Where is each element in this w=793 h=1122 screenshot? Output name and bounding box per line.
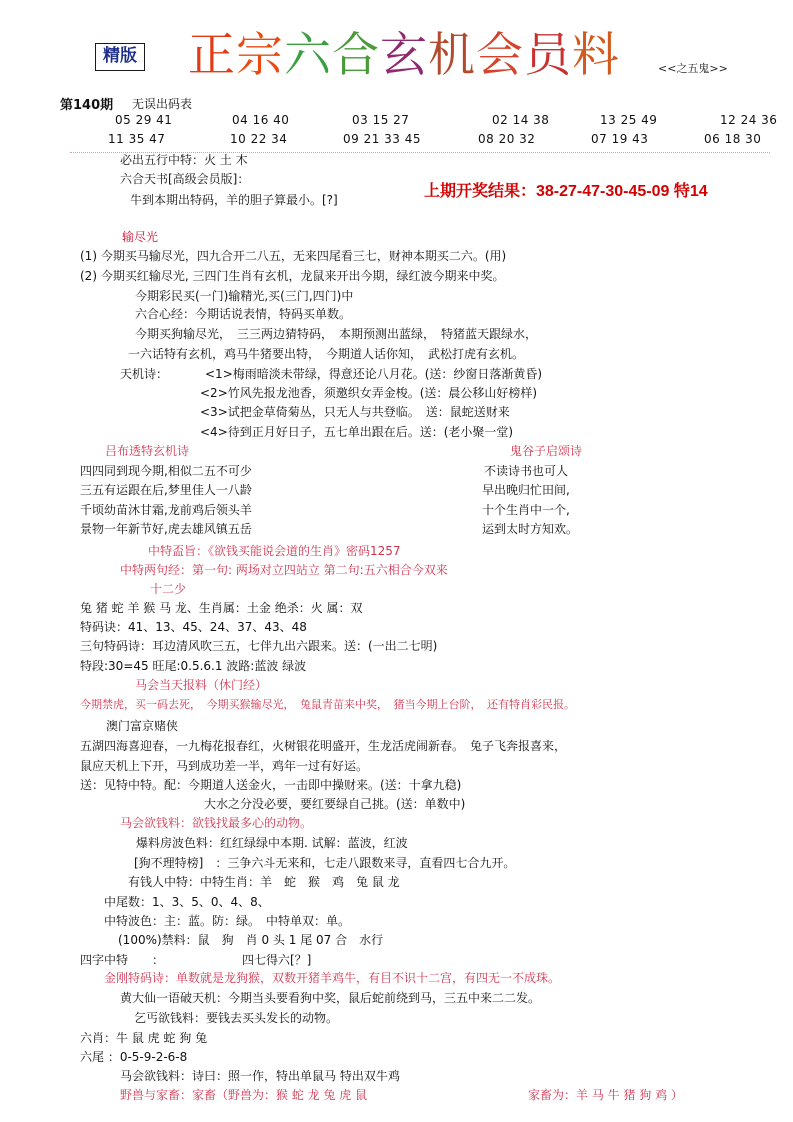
title-char: 会 — [476, 28, 524, 83]
number-group: 11 35 47 — [108, 132, 166, 146]
text-line: 今期买狗输尽光， 三三两边猜特码， 本期预测出蓝绿， 特猪蓝天跟绿水， — [135, 327, 538, 341]
text-line: 一六话特有玄机，鸡马牛猪要出特， 今期道人话你知， 武松打虎有玄机。 — [128, 347, 525, 361]
text-line: 三句特码诗：耳边清风吹三五，七伴九出六跟来。送：(一出二七明) — [80, 639, 438, 653]
edition-badge: 精版 — [95, 43, 145, 71]
text-line: 黄大仙一语破天机：今期当头要看狗中奖，鼠后蛇前绕到马，三五中来二二发。 — [120, 991, 541, 1005]
number-group: 05 29 41 — [115, 113, 173, 127]
issue-number: 第140期 — [60, 98, 114, 113]
poem-line: 千顷幼苗沐甘霜,龙前鸡后领头羊 — [80, 503, 252, 517]
text-line: 今期彩民买(一门)输精光,买(三门,四门)中 — [135, 289, 354, 303]
text-line: 五湖四海喜迎春，一九梅花报春红，火树银花明盛开，生龙活虎闹新春。 兔子飞奔报喜来， — [80, 739, 567, 753]
text-line: (1) 今期买马输尽光，四九合开二八五，无来四尾看三七，财神本期买二六。(用) — [80, 249, 507, 263]
section-title: 马会当天报料（休门经） — [135, 678, 268, 692]
section-title: 澳门富京赌侠 — [106, 719, 179, 733]
title-char: 合 — [332, 28, 380, 83]
text-line: 六合心经：今期话说表情，特码买单数。 — [135, 307, 352, 321]
text-line: 今期禁虎，买一码去死， 今期买猴输尽光， 兔鼠青苗来中奖， 猪当今期上台阶， 还有特肖彩民报。 — [80, 698, 575, 711]
poem-label: 天机诗： — [120, 367, 169, 381]
number-group: 07 19 43 — [591, 132, 649, 146]
text-line: 兔 猪 蛇 羊 猴 马 龙、生肖属：土金 绝杀：火 属：双 — [80, 601, 363, 615]
text-line: 鼠应天机上下开，马到成功差一半，鸡年一过有好运。 — [80, 759, 369, 773]
text-line: 乞丐欲钱料：要钱去买头发长的动物。 — [134, 1011, 339, 1025]
text-line: 野兽与家畜：家畜（野兽为：猴 蛇 龙 兔 虎 鼠 — [120, 1088, 368, 1102]
five-elements-line: 必出五行中特：火 土 木 — [120, 153, 248, 167]
number-group: 06 18 30 — [704, 132, 762, 146]
title-char: 玄 — [380, 28, 428, 83]
number-group: 09 21 33 45 — [343, 132, 422, 146]
last-result: 上期开奖结果：38-27-47-30-45-09 特14 — [424, 183, 708, 200]
text-line: (100%)禁料：鼠 狗 肖 0 头 1 尾 07 合 水行 — [118, 933, 384, 947]
six-zodiac: 六肖：牛 鼠 虎 蛇 狗 兔 — [80, 1031, 208, 1045]
text-line: 家畜为：羊 马 牛 猪 狗 鸡 ） — [528, 1088, 683, 1102]
section-title: 中特两句经：第一句: 两场对立四站立 第二句:五六相合今双来 — [120, 563, 448, 577]
text-line: 中特波色：主：蓝。防：绿。 中特单双：单。 — [104, 914, 351, 928]
text-line: 马会欲钱料：诗曰：照一作，特出单鼠马 特出双牛鸡 — [120, 1069, 400, 1083]
number-group: 08 20 32 — [478, 132, 536, 146]
section-title: 鬼谷子启颂诗 — [510, 444, 583, 458]
subtitle: <<之五鬼>> — [658, 62, 728, 75]
section-title: 中特盃旨：《欲钱买能说会道的生肖》密码1257 — [148, 544, 401, 558]
number-group: 12 24 36 — [720, 113, 778, 127]
text-line: 爆料房波色料：红红绿绿中本期. 试解：蓝波，红波 — [136, 836, 408, 850]
poem-line: 景物一年新节好,虎去雄风镇五岳 — [80, 522, 252, 536]
section-title: 吕布透特玄机诗 — [105, 444, 190, 458]
heaven-book-text: 牛到本期出特码，羊的胆子算最小。[?] — [130, 193, 338, 207]
poem-line: 早出晚归忙田间, — [482, 483, 570, 497]
text-line: 金刚特码诗：单数就是龙狗猴，双数开猪羊鸡牛，有目不识十二宫，有四无一不成珠。 — [104, 971, 561, 985]
section-title: 输尽光 — [122, 230, 159, 244]
main-title — [188, 26, 620, 86]
number-group: 10 22 34 — [230, 132, 288, 146]
text-line: 送：见特中特。配：今期道人送金火，一击即中操财来。(送：十拿九稳) — [80, 778, 462, 792]
title-char: 六 — [284, 28, 332, 83]
text-line: 特码诀：41、13、45、24、37、43、48 — [80, 620, 307, 634]
section-title: 十二少 — [150, 582, 187, 596]
poem-line: 三五有运跟在后,梦里佳人一八龄 — [80, 483, 252, 497]
text-line: 四字中特 ： 四七得六[？] — [80, 953, 312, 967]
title-char: 宗 — [236, 28, 284, 83]
number-group: 13 25 49 — [600, 113, 658, 127]
poem-line: <1>梅雨暗淡未带绿，得意还论八月花。(送：纱窗日落渐黄昏) — [205, 367, 543, 381]
number-group: 03 15 27 — [352, 113, 410, 127]
title-char: 员 — [524, 28, 572, 83]
title-char: 料 — [572, 28, 620, 83]
poem-line: 四四同到现今期,相似二五不可少 — [80, 464, 252, 478]
poem-line: 不读诗书也可人 — [484, 464, 569, 478]
poem-line: 运到太时方知欢。 — [482, 522, 579, 536]
six-tails: 六尾 ：0-5-9-2-6-8 — [80, 1050, 188, 1064]
text-line: 有钱人中特：中特生肖：羊 蛇 猴 鸡 兔 鼠 龙 — [128, 875, 400, 889]
text-line: 大水之分没必要，要红要绿自己挑。(送：单数中) — [204, 797, 466, 811]
poem-line: 十个生肖中一个, — [482, 503, 570, 517]
heaven-book-title: 六合天书[高级会员版]： — [120, 172, 250, 186]
issue-subtitle: 无误出码表 — [132, 97, 193, 111]
text-line: [狗不理特榜] ：三争六斗无来和，七走八跟数来寻，直看四七合九开。 — [134, 856, 516, 870]
text-line: 中尾数：1、3、5、0、4、8、 — [104, 895, 270, 909]
poem-line: <2>竹风先报龙池香，须邀织女弄金梭。(送：晨公移山好榜样) — [200, 386, 538, 400]
poem-line: <4>待到正月好日子，五七单出跟在后。送：(老小聚一堂) — [200, 425, 514, 439]
poem-line: <3>试把金草倚菊丛，只无人与共登临。 送：鼠蛇送财来 — [200, 405, 510, 419]
title-char: 机 — [428, 28, 476, 83]
text-line: 特段:30=45 旺尾:0.5.6.1 波路:蓝波 绿波 — [80, 659, 307, 673]
text-line: (2) 今期买红输尽光, 三四门生肖有玄机，龙鼠来开出今期，绿红波今期来中奖。 — [80, 269, 505, 283]
number-group: 04 16 40 — [232, 113, 290, 127]
section-title: 马会欲钱料：欲钱找最多心的动物。 — [120, 816, 313, 830]
number-group: 02 14 38 — [492, 113, 550, 127]
title-char: 正 — [188, 28, 236, 83]
